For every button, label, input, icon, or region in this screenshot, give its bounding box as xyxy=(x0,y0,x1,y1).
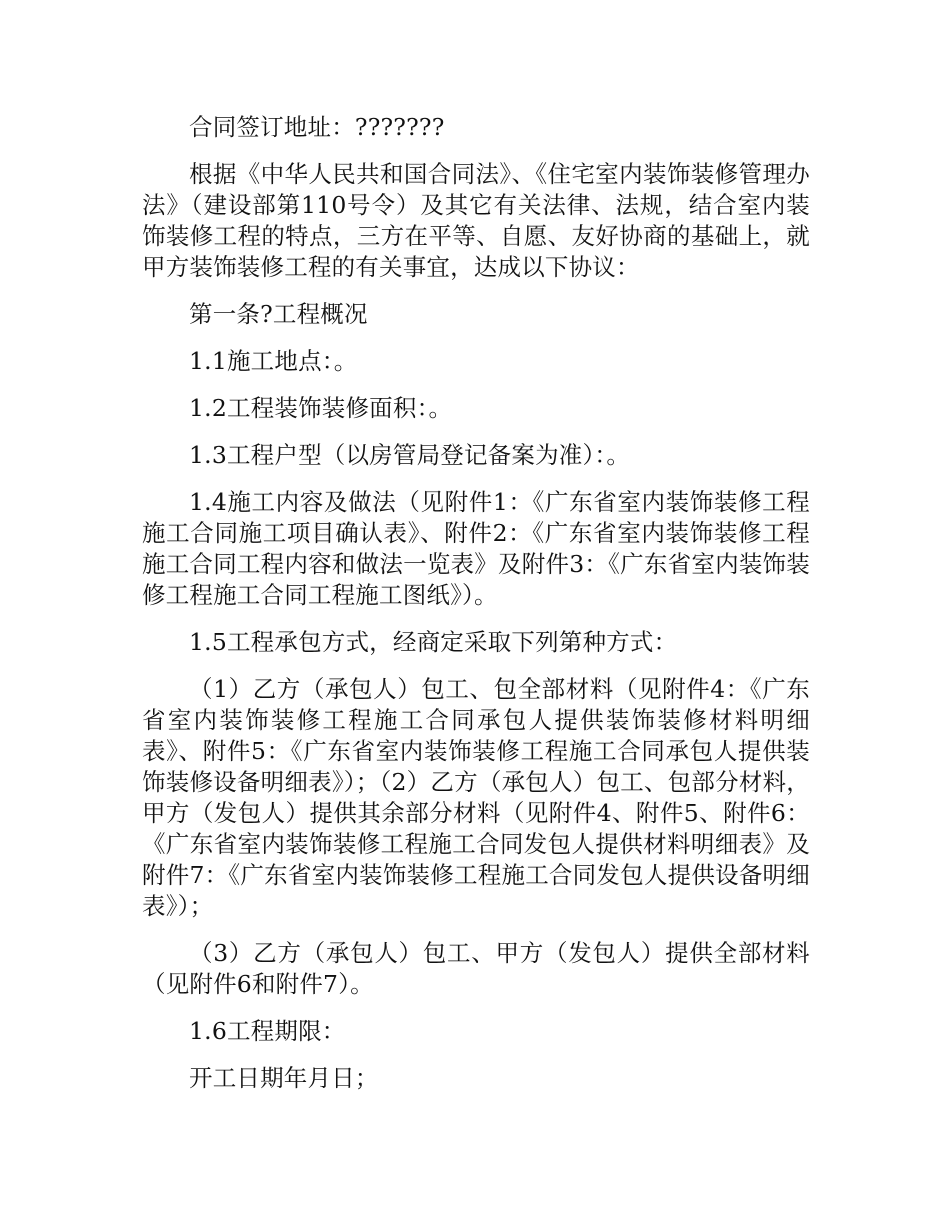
house-type-item: 1.3工程户型（以房管局登记备案为准）：。 xyxy=(189,441,631,469)
start-date-item: 开工日期年月日； xyxy=(189,1064,379,1092)
decoration-area-item: 1.2工程装饰装修面积：。 xyxy=(189,394,453,422)
legal-basis-paragraph: 根据《中华人民共和国合同法》、《住宅室内装饰装修管理办法》（建设部第110号令）及其它有关法律、法规，结合室内装饰装修工程的特点，三方在平等、自愿、友好协商的基础上，就甲方装饰装修工程的有关事宜，达成以下协议： xyxy=(142,160,810,281)
construction-content-item: 1.4施工内容及做法（见附件1：《广东省室内装饰装修工程施工合同施工项目确认表》、附件2：《广东省室内装饰装修工程施工合同工程内容和做法一览表》及附件3：《广东省室内装饰装修工程施工合同工程施工图纸》）。 xyxy=(142,488,810,609)
construction-location-item: 1.1施工地点：。 xyxy=(189,347,358,375)
contracting-options-one-two: （1）乙方（承包人）包工、包全部材料（见附件4：《广东省室内装饰装修工程施工合同承包人提供装饰装修材料明细表》、附件5：《广东省室内装饰装修工程施工合同承包人提供装饰装修设备明细表》）；（2）乙方（承包人）包工、包部分材料，甲方（发包人）提供其余部分材料（见附件4、附件5、附件6：《广东省室内装饰装修工程施工合同发包人提供材料明细表》及附件7：《广东省室内装饰装修工程施工合同发包人提供设备明细表》）； xyxy=(142,675,810,920)
contracting-option-three: （3）乙方（承包人）包工、甲方（发包人）提供全部材料（见附件6和附件7）。 xyxy=(142,939,810,998)
contract-location-paragraph: 合同签订地址：??????? xyxy=(189,113,445,141)
article-one-heading: 第一条?工程概况 xyxy=(189,300,368,328)
contracting-method-item: 1.5工程承包方式，经商定采取下列第种方式： xyxy=(189,628,678,656)
document-body xyxy=(142,112,810,1110)
project-duration-item: 1.6工程期限： xyxy=(189,1017,346,1045)
